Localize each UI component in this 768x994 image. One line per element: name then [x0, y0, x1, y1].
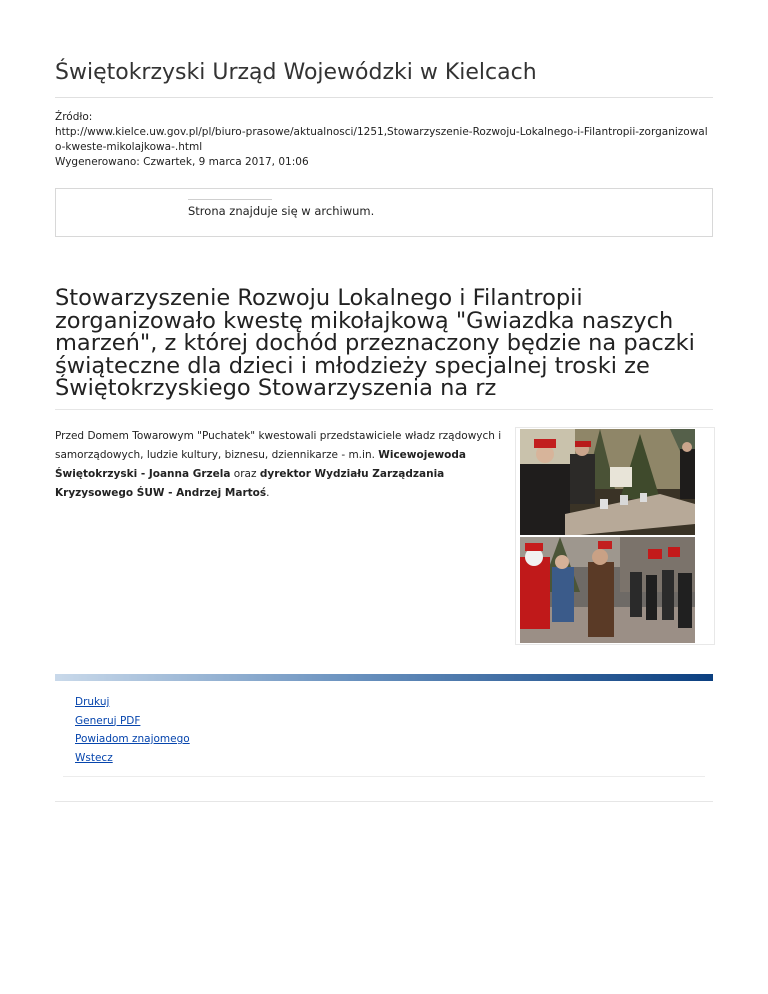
lead-text: oraz: [230, 468, 260, 480]
generate-pdf-link[interactable]: Generuj PDF: [75, 714, 141, 727]
print-link[interactable]: Drukuj: [75, 696, 110, 708]
photo-image: [520, 429, 695, 535]
lead-text: Przed Domem Towarowym "Puchatek" kwestowali przedstawiciele władz rządowych i samorządowych, ludzie kultury, biznesu, dziennikarze - m.in.: [55, 430, 502, 461]
divider: [55, 409, 713, 410]
divider: [55, 97, 713, 98]
article-lead: [55, 427, 507, 503]
back-link[interactable]: Wstecz: [75, 751, 113, 764]
photo-image: [520, 537, 695, 643]
lead-text: .: [266, 487, 270, 499]
article-title: Stowarzyszenie Rozwoju Lokalnego i Filantropii zorganizowało kwestę mikołajkową "Gwiazdka naszych marzeń", z której dochód przeznaczony będzie na paczki świąteczne dla dzieci i młodzieży specjalnej troski ze Świętokrzyskiego Stowarzyszenia na rz: [55, 285, 695, 401]
source-url-line-2: o-kweste-mikolajkowa-.html: [55, 141, 203, 153]
generated-date: Wygenerowano: Czwartek, 9 marca 2017, 01:06: [55, 156, 309, 168]
photo-gallery: [515, 427, 715, 645]
article-actions: [75, 693, 190, 767]
archive-notice: Strona znajduje się w archiwum.: [188, 204, 375, 218]
archive-rule: [188, 199, 272, 200]
notify-friend-link[interactable]: Powiadom znajomego: [75, 733, 190, 745]
photo-santa-street[interactable]: [520, 537, 695, 643]
archive-notice-box: [55, 188, 713, 237]
lead-bold-name: dyrektor Wydziału Zarządzania Kryzysowego ŚUW - Andrzej Martoś: [55, 468, 445, 499]
photo-charity-stand[interactable]: [520, 429, 695, 535]
source-label: Źródło:: [55, 111, 93, 123]
source-url-line-1: http://www.kielce.uw.gov.pl/pl/biuro-prasowe/aktualnosci/1251,Stowarzyszenie-Rozwoju-Lokalnego-i-Filantropii-zorganizowal: [55, 126, 708, 138]
site-title: Świętokrzyski Urząd Wojewódzki w Kielcach: [55, 60, 537, 85]
source-meta: [55, 110, 713, 170]
footer-bar: [55, 674, 713, 681]
divider: [55, 801, 713, 802]
divider: [63, 776, 705, 777]
lead-bold-name: Wicewojewoda Świętokrzyski - Joanna Grzela: [55, 449, 466, 480]
